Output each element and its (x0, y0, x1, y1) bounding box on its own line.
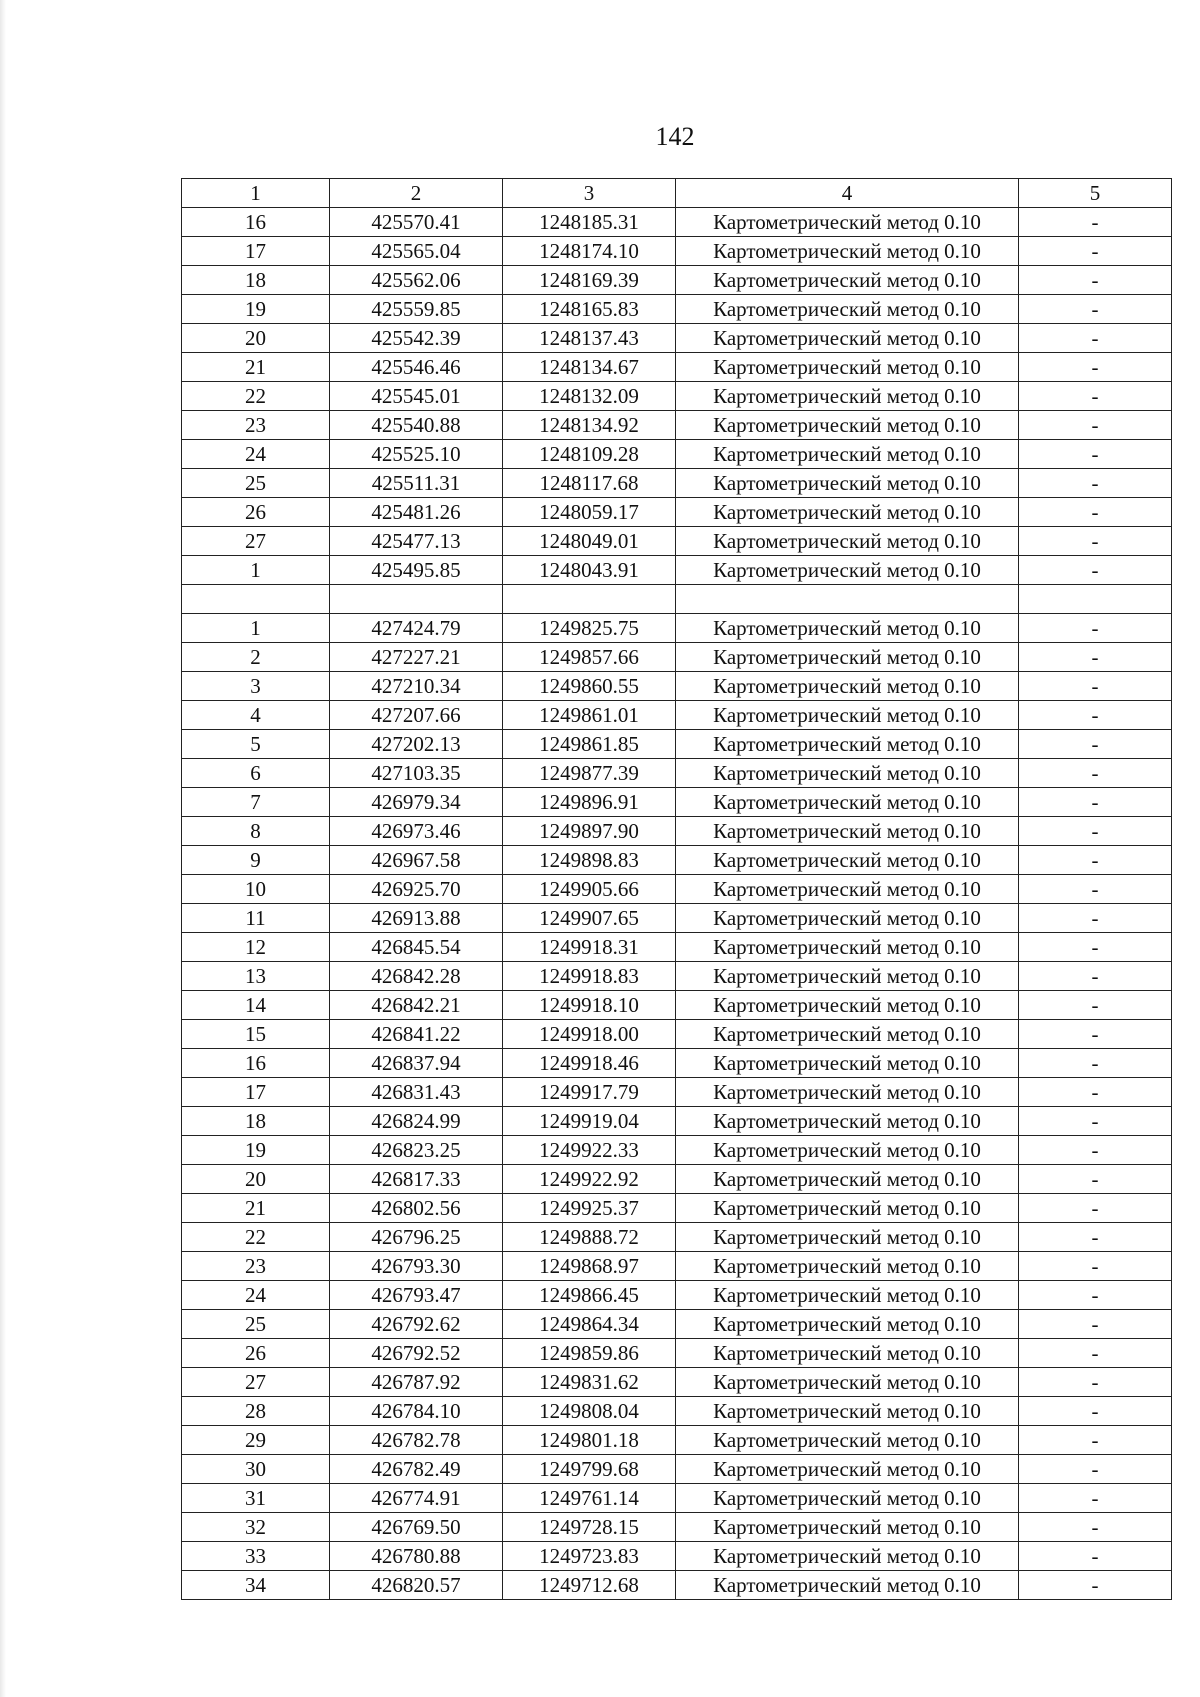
note-cell: - (1019, 846, 1172, 875)
method-cell: Картометрический метод 0.10 (676, 1020, 1019, 1049)
table-row (182, 382, 1172, 411)
note-cell: - (1019, 614, 1172, 643)
y-coordinate-cell: 1248137.43 (503, 324, 676, 353)
y-coordinate-cell: 1249859.86 (503, 1339, 676, 1368)
point-number-cell: 26 (182, 498, 330, 527)
method-cell: Картометрический метод 0.10 (676, 469, 1019, 498)
point-number-cell: 28 (182, 1397, 330, 1426)
point-number-cell: 27 (182, 527, 330, 556)
x-coordinate-cell: 426831.43 (330, 1078, 503, 1107)
table-row (182, 1455, 1172, 1484)
x-coordinate-cell: 426793.30 (330, 1252, 503, 1281)
table-row (182, 1368, 1172, 1397)
method-cell: Картометрический метод 0.10 (676, 353, 1019, 382)
x-coordinate-cell: 426782.49 (330, 1455, 503, 1484)
note-cell: - (1019, 266, 1172, 295)
x-coordinate-cell: 426824.99 (330, 1107, 503, 1136)
method-cell: Картометрический метод 0.10 (676, 208, 1019, 237)
note-cell: - (1019, 1339, 1172, 1368)
method-cell: Картометрический метод 0.10 (676, 1571, 1019, 1600)
x-coordinate-cell: 426925.70 (330, 875, 503, 904)
x-coordinate-cell: 426782.78 (330, 1426, 503, 1455)
method-cell: Картометрический метод 0.10 (676, 1426, 1019, 1455)
x-coordinate-cell: 426769.50 (330, 1513, 503, 1542)
method-cell (676, 585, 1019, 614)
method-cell: Картометрический метод 0.10 (676, 1455, 1019, 1484)
x-coordinate-cell: 426842.21 (330, 991, 503, 1020)
table-row (182, 440, 1172, 469)
method-cell: Картометрический метод 0.10 (676, 527, 1019, 556)
method-cell: Картометрический метод 0.10 (676, 1136, 1019, 1165)
x-coordinate-cell (330, 585, 503, 614)
y-coordinate-cell: 1249728.15 (503, 1513, 676, 1542)
method-cell: Картометрический метод 0.10 (676, 556, 1019, 585)
point-number-cell: 2 (182, 643, 330, 672)
x-coordinate-cell: 426792.62 (330, 1310, 503, 1339)
x-coordinate-cell: 425562.06 (330, 266, 503, 295)
x-coordinate-cell: 425542.39 (330, 324, 503, 353)
table-row (182, 208, 1172, 237)
table-row (182, 1020, 1172, 1049)
note-cell: - (1019, 556, 1172, 585)
note-cell: - (1019, 1049, 1172, 1078)
y-coordinate-cell: 1249907.65 (503, 904, 676, 933)
x-coordinate-cell: 426792.52 (330, 1339, 503, 1368)
y-coordinate-cell: 1248169.39 (503, 266, 676, 295)
note-cell: - (1019, 440, 1172, 469)
note-cell: - (1019, 1194, 1172, 1223)
y-coordinate-cell: 1248059.17 (503, 498, 676, 527)
method-cell: Картометрический метод 0.10 (676, 382, 1019, 411)
table-row (182, 1107, 1172, 1136)
note-cell: - (1019, 730, 1172, 759)
y-coordinate-cell: 1248049.01 (503, 527, 676, 556)
table-row (182, 411, 1172, 440)
table-row (182, 1281, 1172, 1310)
y-coordinate-cell: 1248132.09 (503, 382, 676, 411)
point-number-cell: 32 (182, 1513, 330, 1542)
note-cell: - (1019, 1165, 1172, 1194)
x-coordinate-cell: 425481.26 (330, 498, 503, 527)
method-cell: Картометрический метод 0.10 (676, 1165, 1019, 1194)
method-cell: Картометрический метод 0.10 (676, 266, 1019, 295)
x-coordinate-cell: 426774.91 (330, 1484, 503, 1513)
y-coordinate-cell: 1249919.04 (503, 1107, 676, 1136)
x-coordinate-cell: 426784.10 (330, 1397, 503, 1426)
point-number-cell: 22 (182, 382, 330, 411)
point-number-cell: 33 (182, 1542, 330, 1571)
note-cell: - (1019, 382, 1172, 411)
method-cell: Картометрический метод 0.10 (676, 643, 1019, 672)
point-number-cell: 11 (182, 904, 330, 933)
point-number-cell: 10 (182, 875, 330, 904)
note-cell: - (1019, 1078, 1172, 1107)
table-row (182, 672, 1172, 701)
note-cell: - (1019, 1426, 1172, 1455)
x-coordinate-cell: 426817.33 (330, 1165, 503, 1194)
method-cell: Картометрический метод 0.10 (676, 1107, 1019, 1136)
y-coordinate-cell: 1249918.83 (503, 962, 676, 991)
table-row (182, 788, 1172, 817)
method-cell: Картометрический метод 0.10 (676, 730, 1019, 759)
y-coordinate-cell: 1249917.79 (503, 1078, 676, 1107)
note-cell: - (1019, 1252, 1172, 1281)
table-row (182, 556, 1172, 585)
header-cell-4: 4 (676, 179, 1019, 208)
note-cell: - (1019, 933, 1172, 962)
note-cell: - (1019, 701, 1172, 730)
point-number-cell: 18 (182, 266, 330, 295)
method-cell: Картометрический метод 0.10 (676, 1339, 1019, 1368)
point-number-cell: 17 (182, 237, 330, 266)
point-number-cell: 24 (182, 440, 330, 469)
note-cell: - (1019, 759, 1172, 788)
method-cell: Картометрический метод 0.10 (676, 1368, 1019, 1397)
y-coordinate-cell: 1249799.68 (503, 1455, 676, 1484)
x-coordinate-cell: 426787.92 (330, 1368, 503, 1397)
method-cell: Картометрический метод 0.10 (676, 1281, 1019, 1310)
y-coordinate-cell: 1249918.46 (503, 1049, 676, 1078)
y-coordinate-cell: 1248043.91 (503, 556, 676, 585)
note-cell: - (1019, 991, 1172, 1020)
table-row (182, 759, 1172, 788)
y-coordinate-cell: 1248185.31 (503, 208, 676, 237)
x-coordinate-cell: 426913.88 (330, 904, 503, 933)
y-coordinate-cell: 1249857.66 (503, 643, 676, 672)
point-number-cell: 13 (182, 962, 330, 991)
x-coordinate-cell: 426793.47 (330, 1281, 503, 1310)
table-row (182, 1310, 1172, 1339)
method-cell: Картометрический метод 0.10 (676, 672, 1019, 701)
table-row (182, 962, 1172, 991)
method-cell: Картометрический метод 0.10 (676, 1310, 1019, 1339)
note-cell: - (1019, 788, 1172, 817)
note-cell: - (1019, 875, 1172, 904)
point-number-cell: 27 (182, 1368, 330, 1397)
table-row (182, 1339, 1172, 1368)
coordinates-table (181, 178, 1172, 1600)
note-cell: - (1019, 1223, 1172, 1252)
method-cell: Картометрический метод 0.10 (676, 1049, 1019, 1078)
point-number-cell: 1 (182, 614, 330, 643)
note-cell: - (1019, 1455, 1172, 1484)
point-number-cell: 30 (182, 1455, 330, 1484)
x-coordinate-cell: 426967.58 (330, 846, 503, 875)
y-coordinate-cell: 1249918.10 (503, 991, 676, 1020)
note-cell: - (1019, 1136, 1172, 1165)
x-coordinate-cell: 426842.28 (330, 962, 503, 991)
table-row (182, 1513, 1172, 1542)
point-number-cell: 15 (182, 1020, 330, 1049)
x-coordinate-cell: 427202.13 (330, 730, 503, 759)
x-coordinate-cell: 427227.21 (330, 643, 503, 672)
table-row (182, 237, 1172, 266)
note-cell: - (1019, 498, 1172, 527)
x-coordinate-cell: 426802.56 (330, 1194, 503, 1223)
table-row (182, 730, 1172, 759)
y-coordinate-cell: 1249860.55 (503, 672, 676, 701)
point-number-cell: 34 (182, 1571, 330, 1600)
y-coordinate-cell: 1249864.34 (503, 1310, 676, 1339)
point-number-cell: 31 (182, 1484, 330, 1513)
y-coordinate-cell: 1249897.90 (503, 817, 676, 846)
method-cell: Картометрический метод 0.10 (676, 324, 1019, 353)
table-row (182, 643, 1172, 672)
method-cell: Картометрический метод 0.10 (676, 962, 1019, 991)
x-coordinate-cell: 425495.85 (330, 556, 503, 585)
method-cell: Картометрический метод 0.10 (676, 295, 1019, 324)
x-coordinate-cell: 426780.88 (330, 1542, 503, 1571)
note-cell: - (1019, 469, 1172, 498)
y-coordinate-cell: 1248134.92 (503, 411, 676, 440)
x-coordinate-cell: 425477.13 (330, 527, 503, 556)
method-cell: Картометрический метод 0.10 (676, 614, 1019, 643)
table-row (182, 1165, 1172, 1194)
y-coordinate-cell: 1248109.28 (503, 440, 676, 469)
header-cell-2: 2 (330, 179, 503, 208)
note-cell: - (1019, 904, 1172, 933)
point-number-cell: 8 (182, 817, 330, 846)
note-cell: - (1019, 817, 1172, 846)
table-row (182, 469, 1172, 498)
note-cell: - (1019, 1310, 1172, 1339)
point-number-cell: 20 (182, 324, 330, 353)
table-row (182, 1542, 1172, 1571)
y-coordinate-cell: 1249925.37 (503, 1194, 676, 1223)
method-cell: Картометрический метод 0.10 (676, 1542, 1019, 1571)
method-cell: Картометрический метод 0.10 (676, 933, 1019, 962)
table-row (182, 1078, 1172, 1107)
note-cell: - (1019, 411, 1172, 440)
note-cell: - (1019, 1397, 1172, 1426)
point-number-cell: 23 (182, 411, 330, 440)
point-number-cell: 7 (182, 788, 330, 817)
table-row (182, 1426, 1172, 1455)
x-coordinate-cell: 426837.94 (330, 1049, 503, 1078)
x-coordinate-cell: 425546.46 (330, 353, 503, 382)
y-coordinate-cell: 1248165.83 (503, 295, 676, 324)
method-cell: Картометрический метод 0.10 (676, 1194, 1019, 1223)
x-coordinate-cell: 425525.10 (330, 440, 503, 469)
note-cell: - (1019, 1368, 1172, 1397)
x-coordinate-cell: 425570.41 (330, 208, 503, 237)
note-cell (1019, 585, 1172, 614)
point-number-cell: 3 (182, 672, 330, 701)
x-coordinate-cell: 427103.35 (330, 759, 503, 788)
table-row (182, 614, 1172, 643)
point-number-cell: 21 (182, 1194, 330, 1223)
y-coordinate-cell: 1249723.83 (503, 1542, 676, 1571)
y-coordinate-cell: 1248174.10 (503, 237, 676, 266)
y-coordinate-cell: 1249918.31 (503, 933, 676, 962)
table-row (182, 266, 1172, 295)
y-coordinate-cell: 1249922.33 (503, 1136, 676, 1165)
y-coordinate-cell: 1248134.67 (503, 353, 676, 382)
method-cell: Картометрический метод 0.10 (676, 1397, 1019, 1426)
table-body (182, 208, 1172, 1600)
y-coordinate-cell: 1249825.75 (503, 614, 676, 643)
x-coordinate-cell: 426979.34 (330, 788, 503, 817)
note-cell: - (1019, 1107, 1172, 1136)
y-coordinate-cell: 1249905.66 (503, 875, 676, 904)
y-coordinate-cell: 1249918.00 (503, 1020, 676, 1049)
point-number-cell: 5 (182, 730, 330, 759)
y-coordinate-cell: 1249712.68 (503, 1571, 676, 1600)
point-number-cell: 21 (182, 353, 330, 382)
table-row (182, 933, 1172, 962)
y-coordinate-cell: 1249761.14 (503, 1484, 676, 1513)
note-cell: - (1019, 643, 1172, 672)
scan-edge (0, 0, 6, 1697)
table-header (182, 179, 1172, 208)
table-row (182, 991, 1172, 1020)
point-number-cell: 9 (182, 846, 330, 875)
table-row (182, 1049, 1172, 1078)
x-coordinate-cell: 426823.25 (330, 1136, 503, 1165)
table-row (182, 498, 1172, 527)
note-cell: - (1019, 237, 1172, 266)
x-coordinate-cell: 425511.31 (330, 469, 503, 498)
y-coordinate-cell: 1249877.39 (503, 759, 676, 788)
table-row (182, 585, 1172, 614)
method-cell: Картометрический метод 0.10 (676, 411, 1019, 440)
point-number-cell: 18 (182, 1107, 330, 1136)
point-number-cell: 25 (182, 1310, 330, 1339)
point-number-cell (182, 585, 330, 614)
page-number: 142 (655, 122, 695, 151)
y-coordinate-cell: 1248117.68 (503, 469, 676, 498)
x-coordinate-cell: 426841.22 (330, 1020, 503, 1049)
point-number-cell: 29 (182, 1426, 330, 1455)
table-row (182, 1397, 1172, 1426)
point-number-cell: 17 (182, 1078, 330, 1107)
method-cell: Картометрический метод 0.10 (676, 498, 1019, 527)
x-coordinate-cell: 425545.01 (330, 382, 503, 411)
y-coordinate-cell: 1249868.97 (503, 1252, 676, 1281)
point-number-cell: 19 (182, 1136, 330, 1165)
point-number-cell: 4 (182, 701, 330, 730)
table-row (182, 353, 1172, 382)
note-cell: - (1019, 295, 1172, 324)
x-coordinate-cell: 425559.85 (330, 295, 503, 324)
header-cell-3: 3 (503, 179, 676, 208)
x-coordinate-cell: 426796.25 (330, 1223, 503, 1252)
table-row (182, 295, 1172, 324)
point-number-cell: 22 (182, 1223, 330, 1252)
note-cell: - (1019, 1020, 1172, 1049)
note-cell: - (1019, 208, 1172, 237)
table-row (182, 701, 1172, 730)
table-row (182, 846, 1172, 875)
point-number-cell: 23 (182, 1252, 330, 1281)
method-cell: Картометрический метод 0.10 (676, 440, 1019, 469)
y-coordinate-cell: 1249831.62 (503, 1368, 676, 1397)
method-cell: Картометрический метод 0.10 (676, 1223, 1019, 1252)
table-row (182, 1194, 1172, 1223)
table-row (182, 324, 1172, 353)
table-row (182, 1571, 1172, 1600)
y-coordinate-cell: 1249888.72 (503, 1223, 676, 1252)
y-coordinate-cell: 1249896.91 (503, 788, 676, 817)
note-cell: - (1019, 353, 1172, 382)
note-cell: - (1019, 324, 1172, 353)
x-coordinate-cell: 426845.54 (330, 933, 503, 962)
note-cell: - (1019, 672, 1172, 701)
method-cell: Картометрический метод 0.10 (676, 1484, 1019, 1513)
table-row (182, 817, 1172, 846)
y-coordinate-cell: 1249866.45 (503, 1281, 676, 1310)
method-cell: Картометрический метод 0.10 (676, 759, 1019, 788)
x-coordinate-cell: 427207.66 (330, 701, 503, 730)
note-cell: - (1019, 962, 1172, 991)
method-cell: Картометрический метод 0.10 (676, 991, 1019, 1020)
point-number-cell: 19 (182, 295, 330, 324)
method-cell: Картометрический метод 0.10 (676, 701, 1019, 730)
point-number-cell: 14 (182, 991, 330, 1020)
x-coordinate-cell: 425540.88 (330, 411, 503, 440)
x-coordinate-cell: 426973.46 (330, 817, 503, 846)
point-number-cell: 24 (182, 1281, 330, 1310)
table-row (182, 527, 1172, 556)
table-row (182, 1252, 1172, 1281)
header-cell-5: 5 (1019, 179, 1172, 208)
point-number-cell: 6 (182, 759, 330, 788)
note-cell: - (1019, 1571, 1172, 1600)
note-cell: - (1019, 1513, 1172, 1542)
point-number-cell: 1 (182, 556, 330, 585)
y-coordinate-cell (503, 585, 676, 614)
method-cell: Картометрический метод 0.10 (676, 846, 1019, 875)
point-number-cell: 16 (182, 208, 330, 237)
y-coordinate-cell: 1249898.83 (503, 846, 676, 875)
x-coordinate-cell: 425565.04 (330, 237, 503, 266)
point-number-cell: 26 (182, 1339, 330, 1368)
x-coordinate-cell: 427424.79 (330, 614, 503, 643)
note-cell: - (1019, 1281, 1172, 1310)
note-cell: - (1019, 1484, 1172, 1513)
table-row (182, 1223, 1172, 1252)
method-cell: Картометрический метод 0.10 (676, 1513, 1019, 1542)
note-cell: - (1019, 1542, 1172, 1571)
point-number-cell: 25 (182, 469, 330, 498)
point-number-cell: 16 (182, 1049, 330, 1078)
method-cell: Картометрический метод 0.10 (676, 904, 1019, 933)
method-cell: Картометрический метод 0.10 (676, 875, 1019, 904)
y-coordinate-cell: 1249801.18 (503, 1426, 676, 1455)
header-cell-1: 1 (182, 179, 330, 208)
y-coordinate-cell: 1249861.85 (503, 730, 676, 759)
table-row (182, 1136, 1172, 1165)
point-number-cell: 20 (182, 1165, 330, 1194)
y-coordinate-cell: 1249861.01 (503, 701, 676, 730)
table-row (182, 1484, 1172, 1513)
method-cell: Картометрический метод 0.10 (676, 817, 1019, 846)
x-coordinate-cell: 427210.34 (330, 672, 503, 701)
method-cell: Картометрический метод 0.10 (676, 1078, 1019, 1107)
table-row (182, 904, 1172, 933)
method-cell: Картометрический метод 0.10 (676, 788, 1019, 817)
header-row (182, 179, 1172, 208)
note-cell: - (1019, 527, 1172, 556)
y-coordinate-cell: 1249808.04 (503, 1397, 676, 1426)
x-coordinate-cell: 426820.57 (330, 1571, 503, 1600)
method-cell: Картометрический метод 0.10 (676, 237, 1019, 266)
method-cell: Картометрический метод 0.10 (676, 1252, 1019, 1281)
y-coordinate-cell: 1249922.92 (503, 1165, 676, 1194)
point-number-cell: 12 (182, 933, 330, 962)
table-row (182, 875, 1172, 904)
